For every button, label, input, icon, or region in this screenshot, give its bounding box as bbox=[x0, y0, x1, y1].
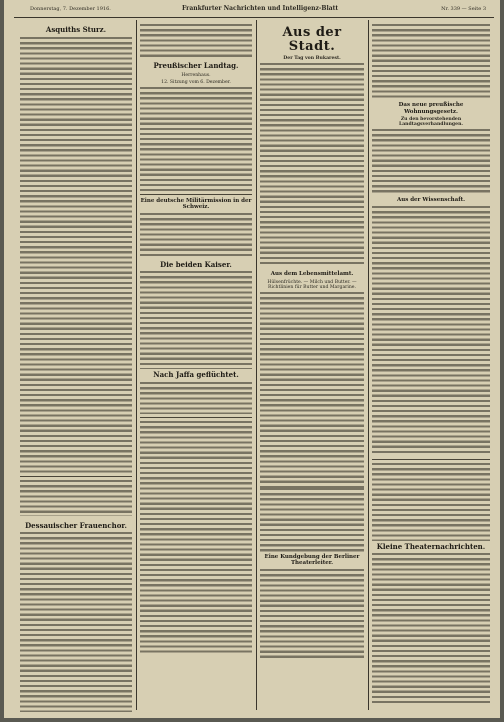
article-body bbox=[20, 480, 132, 516]
article-subheading: Der Tag von Bukarest. bbox=[283, 56, 341, 61]
article-headline: Preußischer Landtag. bbox=[153, 61, 239, 70]
column-2 bbox=[140, 24, 252, 712]
article-body bbox=[372, 129, 490, 195]
article-separator bbox=[140, 194, 252, 195]
newspaper-page bbox=[4, 0, 500, 718]
column-rule bbox=[136, 20, 137, 710]
article-body bbox=[372, 24, 490, 100]
column-rule bbox=[368, 20, 369, 710]
article-headline: Eine deutsche Militärmission in der Schweiz. bbox=[140, 197, 252, 211]
header-rule bbox=[14, 17, 494, 18]
article-headline: Dessauischer Frauenchor. bbox=[25, 520, 127, 530]
article-headline: Kleine Theaternachrichten. bbox=[376, 541, 486, 551]
header-page-number: Nr. 339 — Seite 3 bbox=[441, 6, 486, 12]
article-body bbox=[140, 24, 252, 58]
article-subheading: 12. Sitzung vom 6. Dezember. bbox=[161, 79, 231, 85]
article-body bbox=[140, 382, 252, 414]
article-body bbox=[260, 292, 364, 488]
article-body bbox=[140, 87, 252, 191]
article-body bbox=[372, 553, 490, 703]
article-body bbox=[260, 488, 364, 552]
article-separator bbox=[140, 417, 252, 418]
article-body bbox=[372, 206, 490, 456]
header-date: Donnerstag, 7. Dezember 1916. bbox=[30, 6, 111, 12]
article-headline: Aus der Wissenschaft. bbox=[396, 197, 466, 204]
article-headline: Eine Kundgebung der Berliner Theaterleiter. bbox=[264, 553, 360, 567]
article-body bbox=[372, 463, 490, 541]
column-1 bbox=[20, 24, 132, 712]
article-separator bbox=[20, 476, 132, 477]
article-subheading: Hülsenfrüchte. — Milch und Butter. — Richtlinien für Butter und Margarine. bbox=[267, 279, 357, 290]
article-body bbox=[140, 271, 252, 369]
article-body bbox=[260, 63, 364, 267]
page-header bbox=[4, 4, 500, 14]
article-headline: Aus dem Lebensmittelamt. bbox=[270, 271, 354, 278]
column-3 bbox=[260, 24, 364, 712]
article-subheading: Herrenhaus. bbox=[181, 72, 211, 78]
article-subheading: Zu den bevorstehenden Landtagsverhandlungen. bbox=[398, 117, 464, 128]
article-separator bbox=[372, 459, 490, 460]
column-rule bbox=[256, 20, 257, 710]
article-body bbox=[140, 213, 252, 259]
article-body bbox=[140, 421, 252, 653]
article-headline: Nach Jaffa geflüchtet. bbox=[153, 370, 239, 380]
column-4 bbox=[372, 24, 490, 712]
article-headline: Das neue preußische Wohnungsgesetz. bbox=[398, 102, 464, 115]
article-body bbox=[260, 569, 364, 659]
article-body bbox=[20, 532, 132, 712]
article-headline: Die beiden Kaiser. bbox=[160, 259, 232, 269]
header-masthead: Frankfurter Nachrichten und Intelligenz-Blatt bbox=[182, 5, 339, 12]
article-body bbox=[20, 37, 132, 473]
article-headline: Asquiths Sturz. bbox=[45, 25, 107, 34]
section-heading: Aus der Stadt. bbox=[282, 25, 342, 54]
